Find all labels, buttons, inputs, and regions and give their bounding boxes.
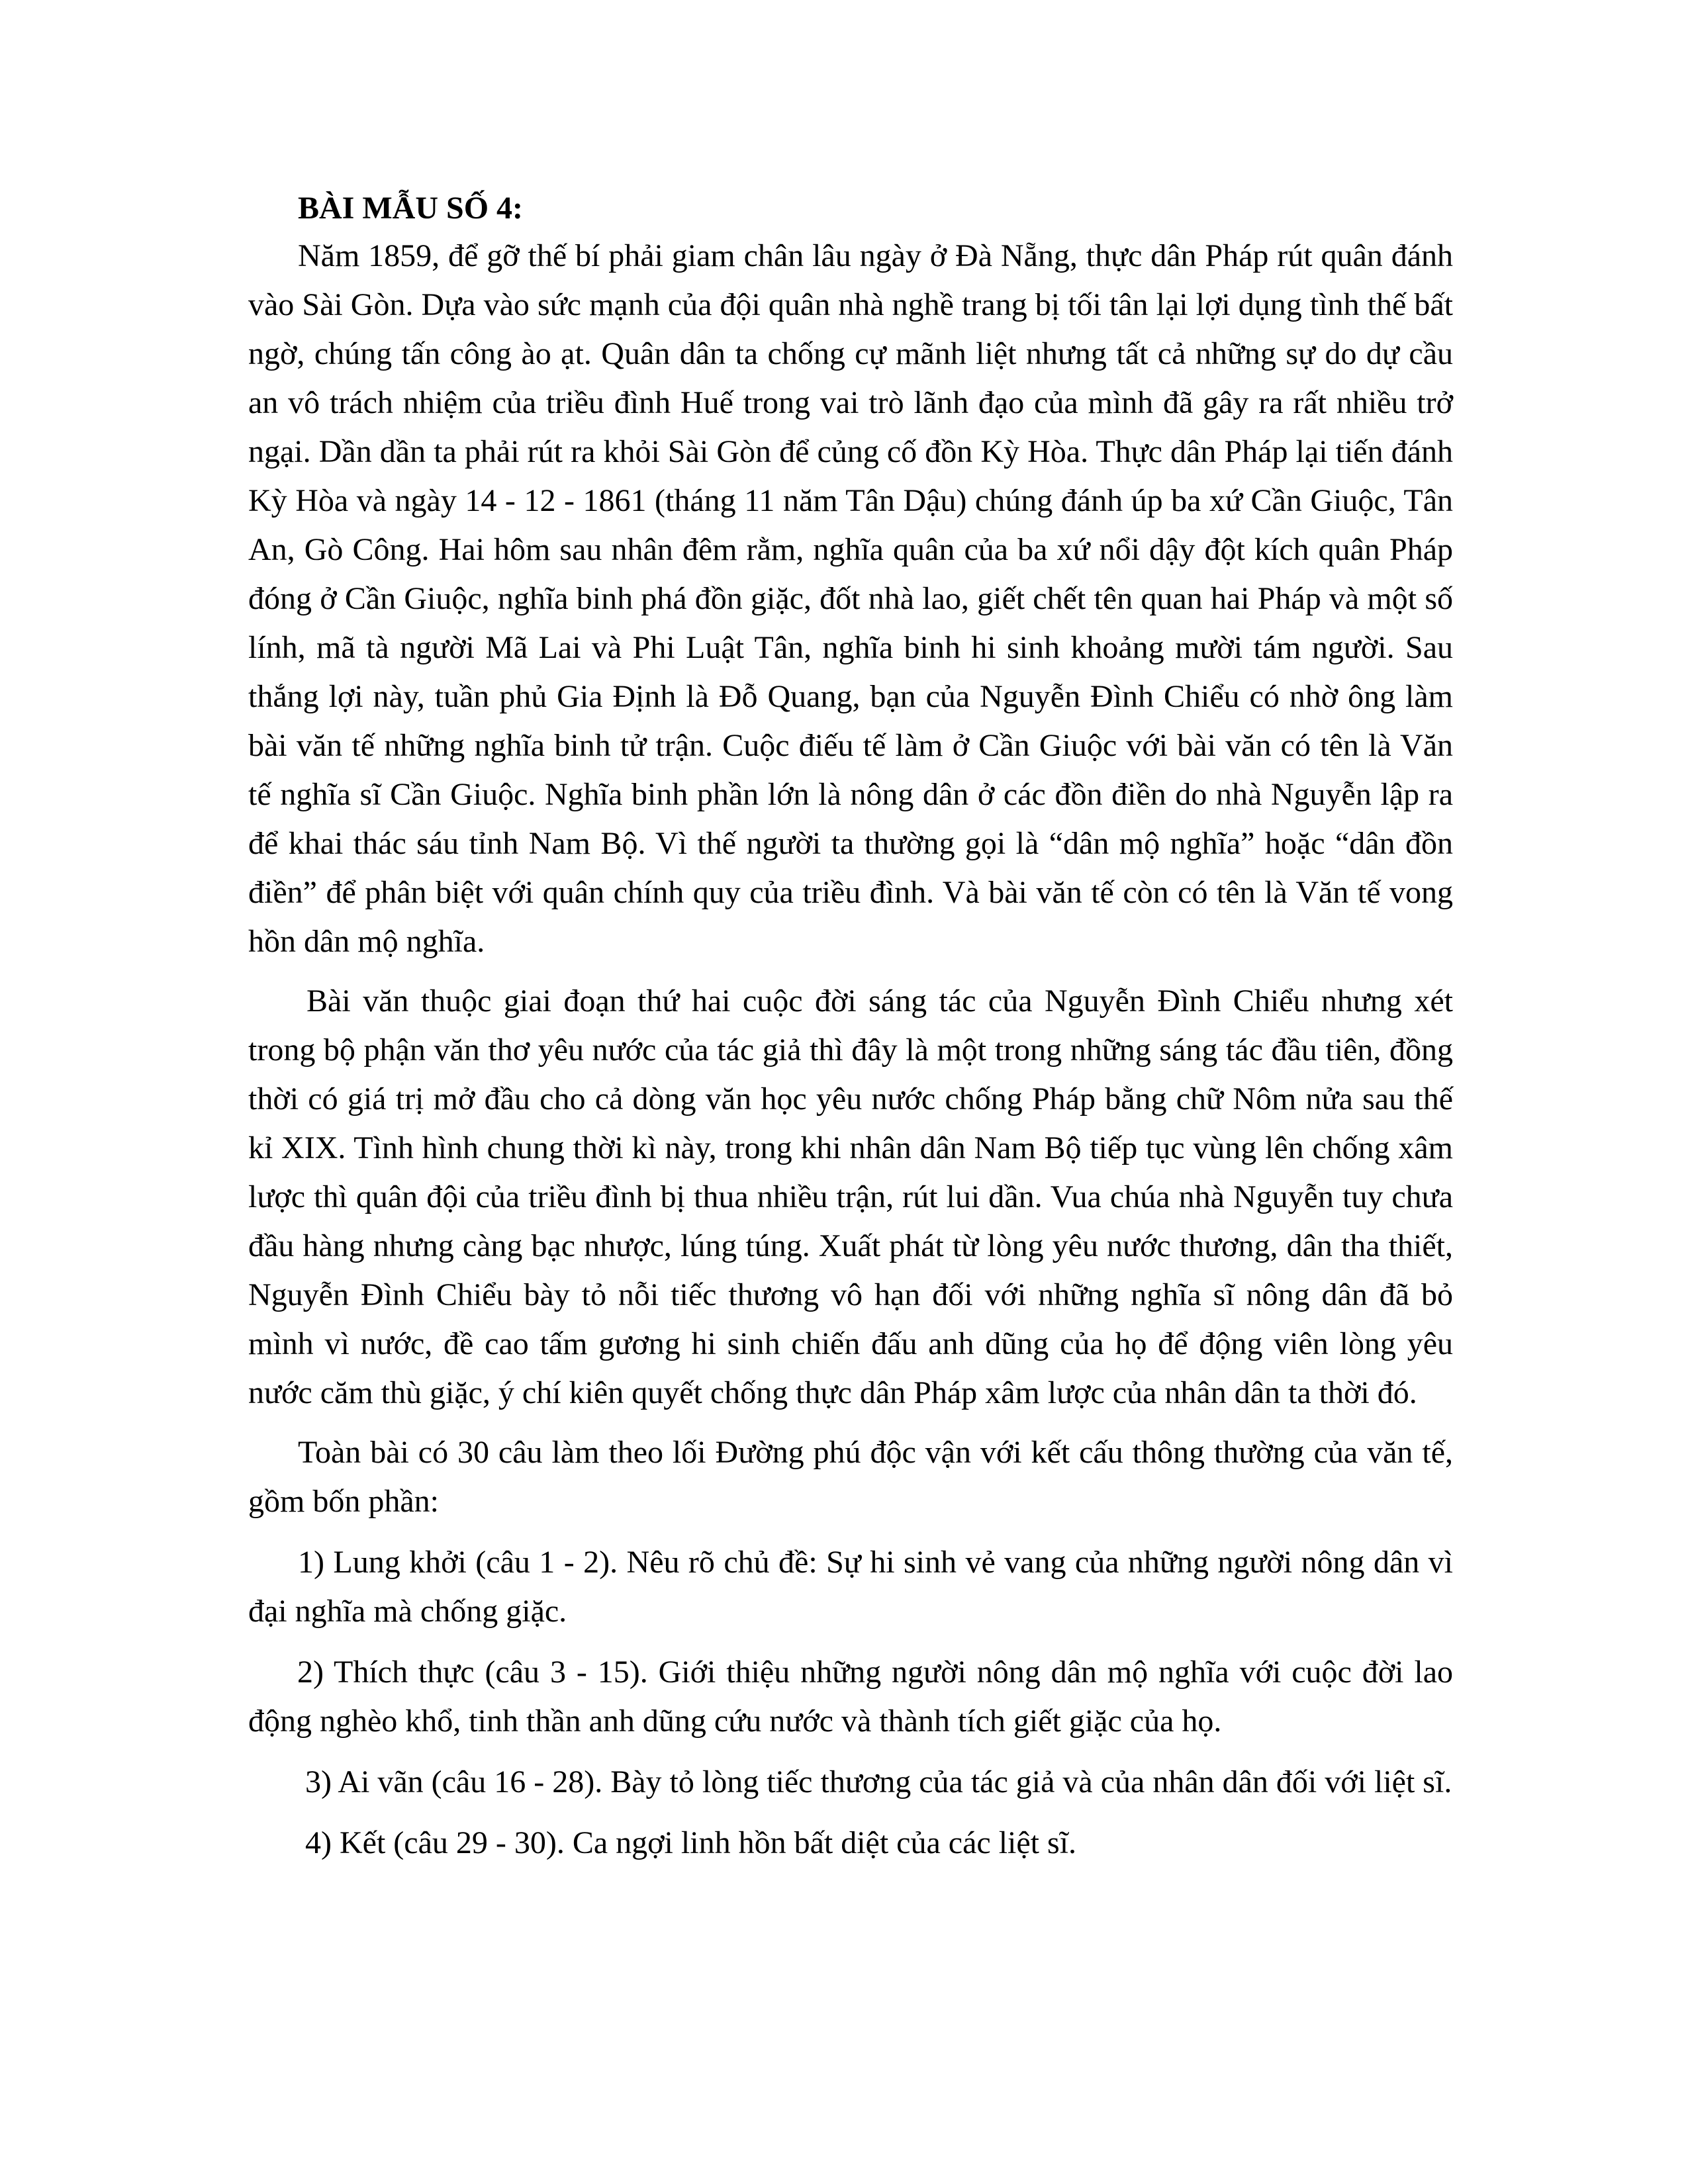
paragraph-1: Năm 1859, để gỡ thế bí phải giam chân lâu ngày ở Đà Nẵng, thực dân Pháp rút quân đánh vào Sài Gòn. Dựa vào sức mạnh của đội quân nhà nghề trang bị tối tân lại lợi dụng tình thế bất ngờ, chúng tấn công ào ạt. Quân dân ta chống cự mãnh liệt nhưng tất cả những sự do dự cầu an vô trách nhiệm của triều đình Huế trong vai trò lãnh đạo của mình đã gây ra rất nhiều trở ngại. Dần dần ta phải rút ra khỏi Sài Gòn để củng cố đồn Kỳ Hòa. Thực dân Pháp lại tiến đánh Kỳ Hòa và ngày 14 - 12 - 1861 (tháng 11 năm Tân Dậu) chúng đánh úp ba xứ Cần Giuộc, Tân An, Gò Công. Hai hôm sau nhân đêm rằm, nghĩa quân của ba xứ nổi dậy đột kích quân Pháp đóng ở Cần Giuộc, nghĩa binh phá đồn giặc, đốt nhà lao, giết chết tên quan hai Pháp và một số lính, mã tà người Mã Lai và Phi Luật Tân, nghĩa binh hi sinh khoảng mười tám người. Sau thắng lợi này, tuần phủ Gia Định là Đỗ Quang, bạn của Nguyễn Đình Chiểu có nhờ ông làm bài văn tế những nghĩa binh tử trận. Cuộc điếu tế làm ở Cần Giuộc với bài văn có tên là Văn tế nghĩa sĩ Cần Giuộc. Nghĩa binh phần lớn là nông dân ở các đồn điền do nhà Nguyễn lập ra để khai thác sáu tỉnh Nam Bộ. Vì thế người ta thường gọi là “dân mộ nghĩa” hoặc “dân đồn điền” để phân biệt với quân chính quy của triều đình. Và bài văn tế còn có tên là Văn tế vong hồn dân mộ nghĩa. [248, 238, 1453, 959]
document-heading: BÀI MẪU SỐ 4: [298, 191, 524, 226]
list-item-4: 4) Kết (câu 29 - 30). Ca ngợi linh hồn bất diệt của các liệt sĩ. [305, 1825, 1077, 1860]
paragraph-2: Bài văn thuộc giai đoạn thứ hai cuộc đời sáng tác của Nguyễn Đình Chiểu nhưng xét trong bộ phận văn thơ yêu nước của tác giả thì đây là một trong những sáng tác đầu tiên, đồng thời có giá trị mở đầu cho cả dòng văn học yêu nước chống Pháp bằng chữ Nôm nửa sau thế kỉ XIX. Tình hình chung thời kì này, trong khi nhân dân Nam Bộ tiếp tục vùng lên chống xâm lược thì quân đội của triều đình bị thua nhiều trận, rút lui dần. Vua chúa nhà Nguyễn tuy chưa đầu hàng nhưng càng bạc nhược, lúng túng. Xuất phát từ lòng yêu nước thương, dân tha thiết, Nguyễn Đình Chiểu bày tỏ nỗi tiếc thương vô hạn đối với những nghĩa sĩ nông dân đã bỏ mình vì nước, đề cao tấm gương hi sinh chiến đấu anh dũng của họ để động viên lòng yêu nước căm thù giặc, ý chí kiên quyết chống thực dân Pháp xâm lược của nhân dân ta thời đó. [248, 983, 1453, 1410]
list-item-1: 1) Lung khởi (câu 1 - 2). Nêu rõ chủ đề: Sự hi sinh vẻ vang của những người nông dân vì đại nghĩa mà chống giặc. [248, 1545, 1453, 1629]
list-item-2: 2) Thích thực (câu 3 - 15). Giới thiệu những người nông dân mộ nghĩa với cuộc đời lao động nghèo khổ, tinh thần anh dũng cứu nước và thành tích giết giặc của họ. [248, 1655, 1453, 1739]
document-body [248, 185, 1453, 1868]
paragraph-3: Toàn bài có 30 câu làm theo lối Đường phú độc vận với kết cấu thông thường của văn tế, gồm bốn phần: [248, 1435, 1453, 1519]
list-item-3: 3) Ai vãn (câu 16 - 28). Bày tỏ lòng tiếc thương của tác giả và của nhân dân đối với liệt sĩ. [305, 1764, 1452, 1799]
